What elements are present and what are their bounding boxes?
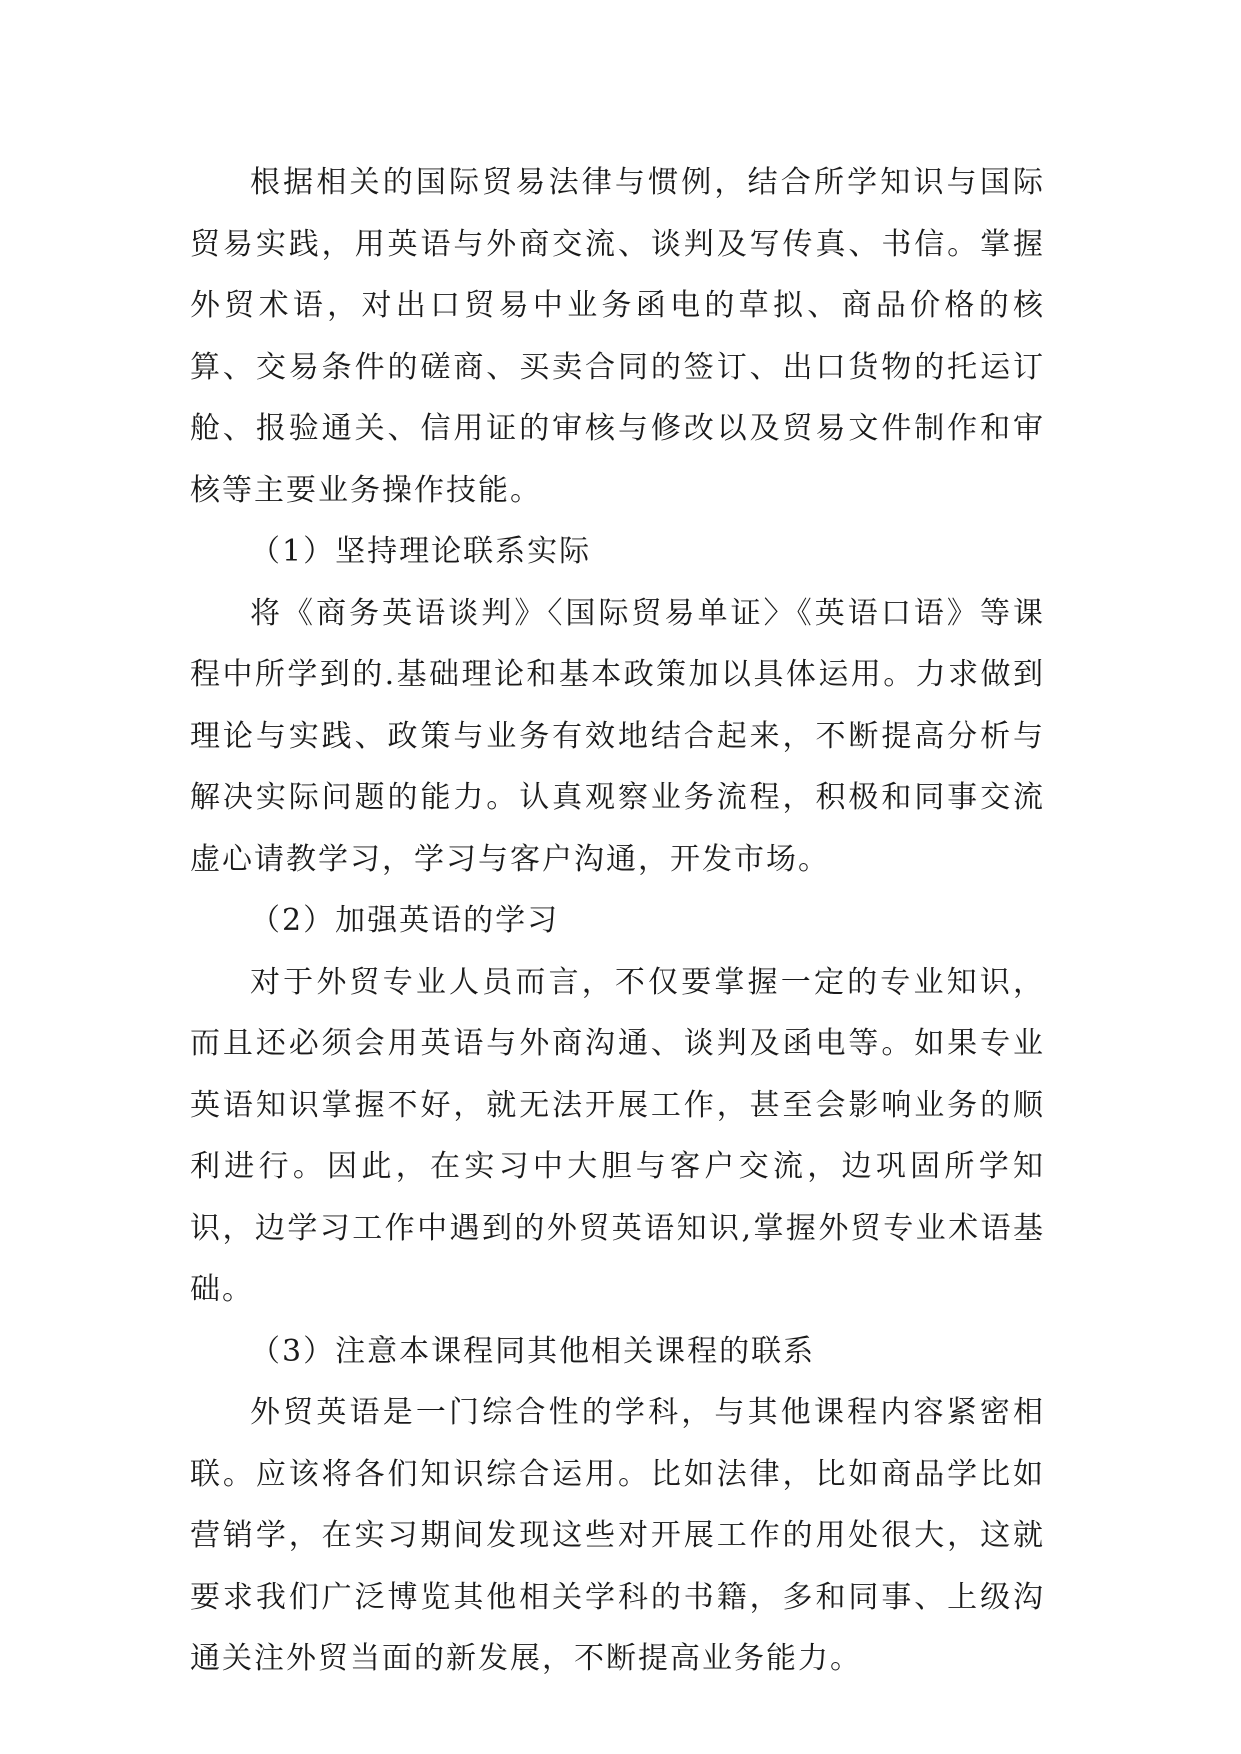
paragraph-english-study: 对于外贸专业人员而言，不仅要掌握一定的专业知识，而且还必须会用英语与外商沟通、谈判及函电等。如果专业英语知识掌握不好，就无法开展工作，甚至会影响业务的顺利进行。因此，在实习中大胆与客户交流，边巩固所学知识，边学习工作中遇到的外贸英语知识,掌握外贸专业术语基础。 xyxy=(190,964,1045,1307)
paragraph-intro: 根据相关的国际贸易法律与惯例，结合所学知识与国际贸易实践，用英语与外商交流、谈判及写传真、书信。掌握外贸术语，对出口贸易中业务函电的草拟、商品价格的核算、交易条件的磋商、买卖合同的签订、出口货物的托运订舱、报验通关、信用证的审核与修改以及贸易文件制作和审核等主要业务操作技能。 xyxy=(190,165,1045,508)
paragraph-related-courses: 外贸英语是一门综合性的学科，与其他课程内容紧密相联。应该将各们知识综合运用。比如法律，比如商品学比如营销学，在实习期间发现这些对开展工作的用处很大，这就要求我们广泛博览其他相关学科的书籍，多和同事、上级沟通关注外贸当面的新发展，不断提高业务能力。 xyxy=(190,1395,1045,1676)
document-page xyxy=(190,152,1045,1690)
paragraph-theory-practice: 将《商务英语谈判》〈国际贸易单证〉《英语口语》等课程中所学到的.基础理论和基本政策加以具体运用。力求做到理论与实践、政策与业务有效地结合起来，不断提高分析与解决实际问题的能力。认真观察业务流程，积极和同事交流虚心请教学习，学习与客户沟通，开发市场。 xyxy=(190,595,1045,877)
section-heading-3: （3）注意本课程同其他相关课程的联系 xyxy=(250,1333,816,1369)
section-heading-2: （2）加强英语的学习 xyxy=(250,903,560,938)
section-heading-1: （1）坚持理论联系实际 xyxy=(250,534,592,569)
